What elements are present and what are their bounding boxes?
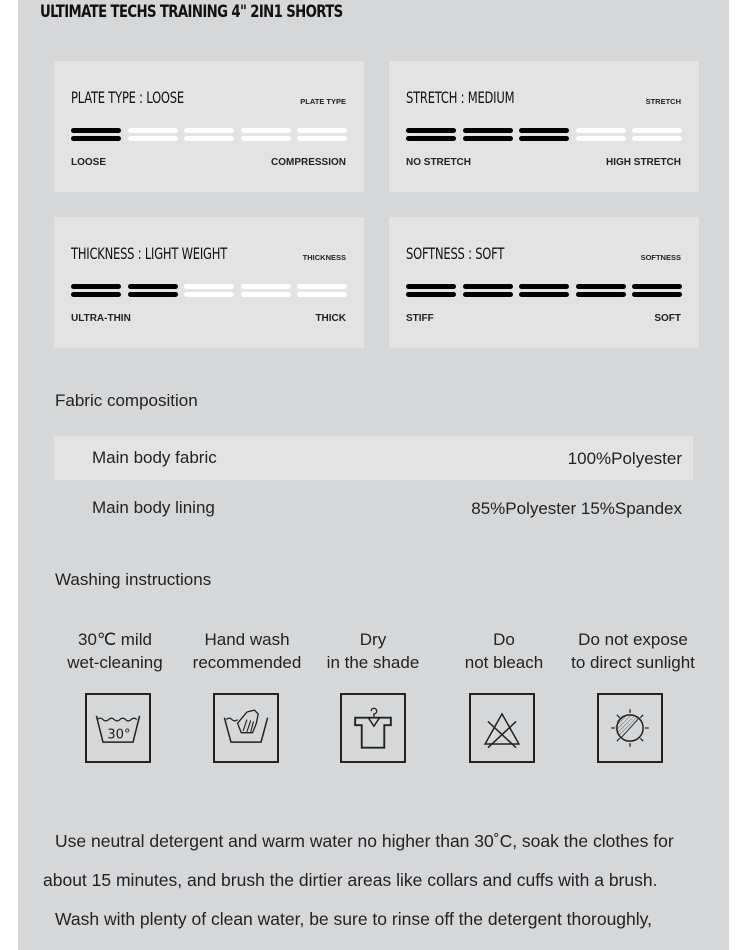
level-stripe — [632, 128, 682, 133]
level-stripe — [128, 136, 178, 141]
level-segment-filled — [576, 284, 626, 298]
level-stripe — [241, 292, 291, 297]
attribute-level-bars — [71, 284, 347, 298]
level-stripe — [463, 136, 513, 141]
level-segment-empty — [297, 284, 347, 298]
wash-label-line: 30℃ mild — [78, 630, 152, 649]
level-stripe — [463, 292, 513, 297]
instructions-line: Wash with plenty of clean water, be sure to rinse off the detergent thoroughly, — [55, 909, 652, 929]
wash-label — [45, 628, 185, 674]
level-stripe — [406, 128, 456, 133]
level-stripe — [632, 136, 682, 141]
attribute-tag: SOFTNESS — [640, 253, 681, 262]
wash-label-line: recommended — [192, 653, 302, 672]
fabric-heading: Fabric composition — [55, 391, 198, 410]
attribute-title: PLATE TYPE : LOOSE — [71, 88, 184, 107]
level-stripe — [128, 284, 178, 289]
fabric-part: Main body lining — [92, 498, 215, 517]
wash-label — [556, 628, 710, 674]
level-stripe — [406, 292, 456, 297]
no-sunlight-icon — [597, 693, 663, 763]
level-stripe — [297, 284, 347, 289]
level-segment-filled — [406, 128, 456, 142]
wash-label-line: Dry — [359, 630, 387, 649]
level-stripe — [519, 128, 569, 133]
attribute-card-thickness — [54, 217, 364, 348]
level-stripe — [406, 284, 456, 289]
level-stripe — [71, 128, 121, 133]
level-stripe — [297, 128, 347, 133]
attribute-tag: THICKNESS — [302, 253, 346, 262]
level-stripe — [184, 136, 234, 141]
level-stripe — [632, 292, 682, 297]
level-stripe — [184, 292, 234, 297]
attribute-max-label: COMPRESSION — [270, 157, 346, 168]
level-segment-empty — [184, 128, 234, 142]
attribute-tag: PLATE TYPE — [300, 97, 346, 106]
level-segment-empty — [297, 128, 347, 142]
level-stripe — [576, 284, 626, 289]
wash-label-line: Hand wash — [204, 630, 290, 649]
level-stripe — [463, 284, 513, 289]
level-segment-filled — [71, 128, 121, 142]
level-stripe — [71, 136, 121, 141]
fabric-value: 85%Polyester 15%Spandex — [471, 499, 682, 518]
washing-heading: Washing instructions — [55, 570, 212, 589]
wash-temp-text: 30° — [107, 727, 131, 743]
level-stripe — [576, 136, 626, 141]
wash-label-line: wet-cleaning — [67, 653, 163, 672]
level-segment-empty — [632, 128, 682, 142]
level-stripe — [71, 284, 121, 289]
level-stripe — [128, 128, 178, 133]
level-stripe — [463, 128, 513, 133]
hand-wash-icon — [213, 693, 279, 763]
level-stripe — [297, 292, 347, 297]
attribute-card-softness — [389, 217, 699, 348]
level-segment-empty — [184, 284, 234, 298]
level-stripe — [297, 136, 347, 141]
level-segment-filled — [463, 128, 513, 142]
attribute-title: SOFTNESS : SOFT — [406, 244, 505, 263]
level-segment-empty — [241, 128, 291, 142]
attribute-max-label: HIGH STRETCH — [606, 157, 681, 168]
instructions-line: about 15 minutes, and brush the dirtier areas like collars and cuffs with a brush. — [43, 870, 658, 890]
level-segment-filled — [519, 128, 569, 142]
wash-label-line: Do — [493, 630, 515, 649]
level-stripe — [519, 284, 569, 289]
fabric-part: Main body fabric — [92, 448, 217, 467]
level-stripe — [128, 292, 178, 297]
fabric-row — [54, 486, 693, 530]
fabric-value: 100%Polyester — [567, 449, 682, 468]
wash-30-icon — [85, 693, 151, 763]
wash-label-line: to direct sunlight — [571, 653, 695, 672]
level-segment-empty — [128, 128, 178, 142]
level-stripe — [184, 128, 234, 133]
attribute-level-bars — [71, 128, 347, 142]
wash-label-line: not bleach — [464, 653, 544, 672]
attribute-card-stretch — [389, 61, 699, 192]
level-segment-empty — [241, 284, 291, 298]
level-stripe — [241, 128, 291, 133]
instructions-line: Use neutral detergent and warm water no higher than 30˚C, soak the clothes for — [55, 831, 674, 851]
attribute-card-plate-type — [54, 61, 364, 192]
no-bleach-icon — [469, 693, 535, 763]
wash-label-line: in the shade — [326, 653, 420, 672]
level-stripe — [519, 292, 569, 297]
wash-label-line: Do not expose — [578, 630, 688, 649]
level-stripe — [241, 136, 291, 141]
attribute-title: STRETCH : MEDIUM — [406, 88, 515, 107]
level-stripe — [576, 292, 626, 297]
level-segment-filled — [71, 284, 121, 298]
attribute-title: THICKNESS : LIGHT WEIGHT — [71, 244, 228, 263]
wash-label — [303, 628, 443, 674]
level-stripe — [241, 284, 291, 289]
level-segment-filled — [632, 284, 682, 298]
dry-in-shade-icon — [340, 693, 406, 763]
level-segment-filled — [406, 284, 456, 298]
attribute-min-label: NO STRETCH — [406, 157, 471, 168]
attribute-tag: STRETCH — [645, 97, 681, 106]
attribute-level-bars — [406, 128, 682, 142]
wash-label — [434, 628, 574, 674]
level-stripe — [71, 292, 121, 297]
product-title: ULTIMATE TECHS TRAINING 4" 2IN1 SHORTS — [40, 2, 343, 22]
attribute-min-label: ULTRA-THIN — [71, 313, 131, 324]
level-segment-filled — [463, 284, 513, 298]
level-segment-empty — [576, 128, 626, 142]
level-segment-filled — [519, 284, 569, 298]
level-stripe — [632, 284, 682, 289]
attribute-max-label: SOFT — [654, 313, 681, 324]
attribute-min-label: LOOSE — [71, 157, 107, 168]
wash-label — [177, 628, 317, 674]
level-segment-filled — [128, 284, 178, 298]
attribute-max-label: THICK — [315, 313, 346, 324]
attribute-min-label: STIFF — [406, 313, 434, 324]
level-stripe — [406, 136, 456, 141]
level-stripe — [519, 136, 569, 141]
fabric-row — [54, 436, 693, 480]
attribute-level-bars — [406, 284, 682, 298]
level-stripe — [184, 284, 234, 289]
level-stripe — [576, 128, 626, 133]
